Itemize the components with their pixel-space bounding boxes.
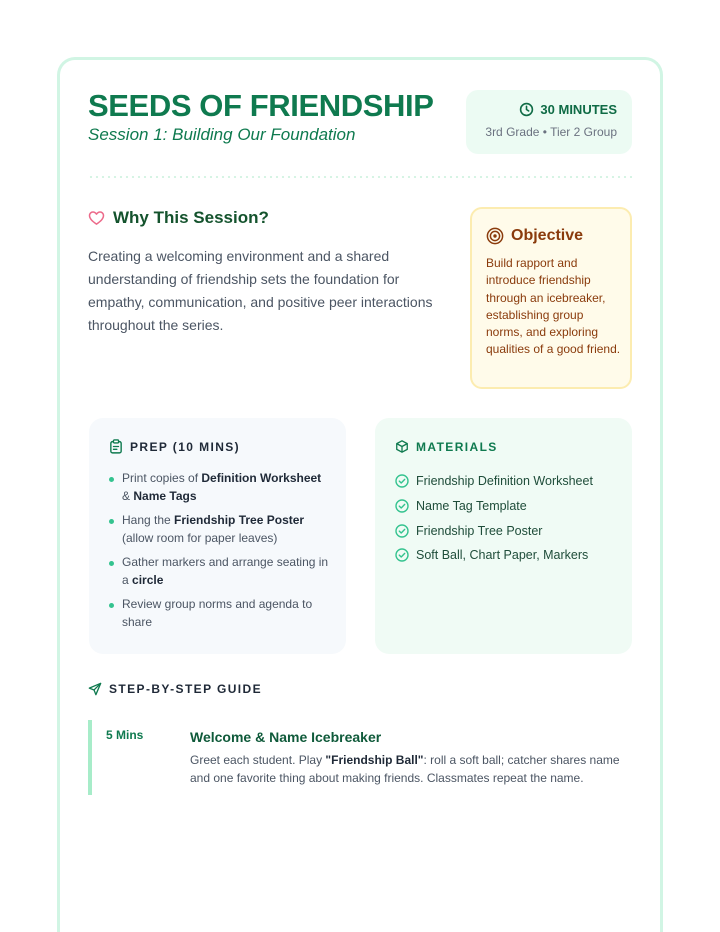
- prep-list: [107, 470, 332, 638]
- materials-list: [395, 469, 593, 568]
- objective-card: [470, 207, 632, 389]
- check-circle-icon: [395, 474, 409, 488]
- clipboard-icon: [109, 439, 123, 454]
- guide-title: STEP-BY-STEP GUIDE: [109, 682, 263, 696]
- step-title: Welcome & Name Icebreaker: [190, 729, 382, 745]
- duration-badge: [466, 90, 632, 154]
- step-description: Greet each student. Play "Friendship Ball": roll a soft ball; catcher shares name and one favorite thing about making friends. Classmates repeat the name.: [190, 753, 620, 785]
- guide-heading: [88, 682, 262, 696]
- objective-title: Objective: [511, 227, 584, 244]
- check-circle-icon: [395, 548, 409, 562]
- dotted-divider: [88, 176, 632, 178]
- why-description: Creating a welcoming environment and a shared understanding of friendship sets the foundation for empathy, communication, and positive peer interactions throughout the series.: [88, 248, 433, 333]
- materials-title: MATERIALS: [416, 439, 498, 454]
- grade-group-label: 3rd Grade • Tier 2 Group: [485, 125, 617, 139]
- list-item: Hang the Friendship Tree Poster (allow room for paper leaves): [107, 512, 332, 547]
- materials-panel: [375, 418, 632, 654]
- page-title: SEEDS OF FRIENDSHIP: [88, 88, 434, 123]
- prep-title: PREP (10 MINS): [130, 439, 241, 454]
- duration-label: 30 MINUTES: [540, 102, 617, 117]
- check-circle-icon: [395, 499, 409, 513]
- list-item: Name Tag Template: [395, 494, 593, 519]
- check-circle-icon: [395, 524, 409, 538]
- heart-icon: [88, 210, 105, 226]
- list-item: Soft Ball, Chart Paper, Markers: [395, 543, 593, 568]
- list-item: Print copies of Definition Worksheet & Name Tags: [107, 470, 332, 505]
- list-item: Friendship Definition Worksheet: [395, 469, 593, 494]
- objective-description: Build rapport and introduce friendship through an icebreaker, establishing group norms, and exploring qualities of a good friend.: [486, 256, 621, 357]
- prep-panel: [89, 418, 346, 654]
- send-icon: [88, 682, 102, 696]
- clock-icon: [519, 102, 534, 117]
- list-item: Review group norms and agenda to share: [107, 596, 332, 631]
- step-duration: 5 Mins: [106, 728, 144, 742]
- list-item: Friendship Tree Poster: [395, 518, 593, 543]
- why-heading: [88, 208, 269, 228]
- guide-step: [88, 720, 633, 795]
- page-subtitle: Session 1: Building Our Foundation: [88, 125, 356, 144]
- why-title: Why This Session?: [113, 208, 269, 227]
- box-icon: [395, 439, 409, 454]
- list-item: Gather markers and arrange seating in a circle: [107, 554, 332, 589]
- target-icon: [486, 227, 504, 245]
